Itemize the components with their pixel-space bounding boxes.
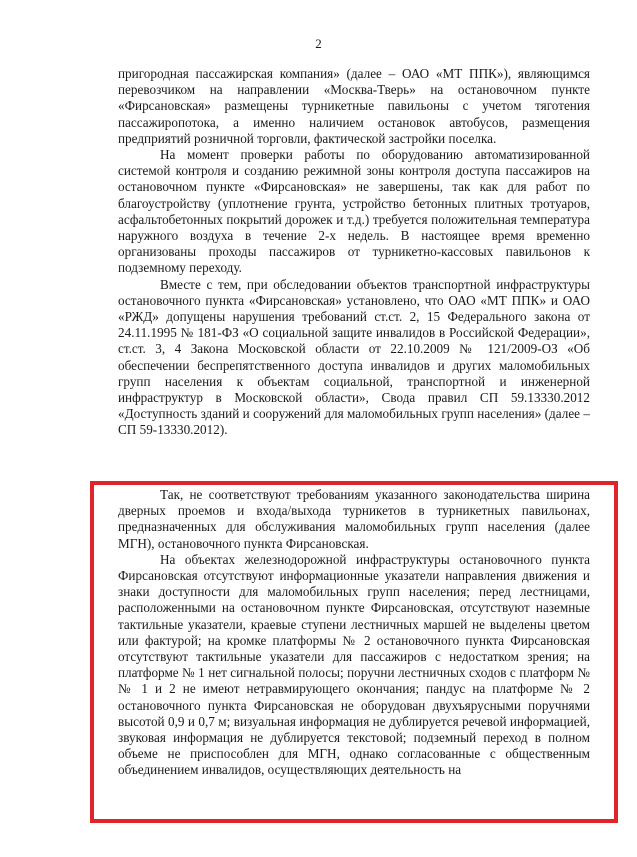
paragraph: На момент проверки работы по оборудованию автоматизированной системой контроля и созданию режимной зоны контроля доступа пассажиров на остановочном пункте «Фирсановская» не завершены, так как для работ по благоустройству (уплотнение грунта, устройство бетонных плитных тротуаров, асфальтобетонных покрытий дорожек и т.д.) требуется положительная температура наружного воздуха в течение 2-х недель. В настоящее время временно организованы проходы пассажиров от турникетно-кассовых павильонов к подземному переходу.	[118, 147, 590, 276]
highlighted-paragraph: Так, не соответствуют требованиям указанного законодательства ширина дверных проемов и входа/выхода турникетов в турникетных павильонах, предназначенных для обслуживания маломобильных групп населения (далее МГН), остановочного пункта Фирсановская.	[118, 487, 590, 551]
highlighted-paragraph: На объектах железнодорожной инфраструктуры остановочного пункта Фирсановская отсутствуют информационные указатели направления движения и знаки доступности для маломобильных групп населения; перед лестницами, расположенными на остановочном пункте Фирсановская, отсутствуют наземные тактильные указатели, краевые ступени лестничных маршей не выделены цветом или фактурой; на кромке платформы № 2 остановочного пункта Фирсановская отсутствуют тактильные указатели для пассажиров с недостатком зрения; на платформе № 1 нет сигнальной полосы; поручни лестничных сходов с платформ №№ 1 и 2 не имеют нетравмирующего окончания; пандус на платформе № 2 остановочного пункта Фирсановская не оборудован двухъярусными поручнями высотой 0,9 и 0,7 м; визуальная информация не дублируется речевой информацией, звуковая информация не дублируется текстовой; подземный переход в полном объеме не приспособлен для МГН, однако согласованные с общественным объединением инвалидов, осуществляющих деятельность на	[118, 551, 590, 778]
paragraph: пригородная пассажирская компания» (далее – ОАО «МТ ППК»), являющимся перевозчиком на направлении «Москва-Тверь» на остановочном пункте «Фирсановская» размещены турникетные павильоны с учетом тяготения пассажиропотока, а именно наличием остановок автобусов, размещения предприятий розничной торговли, фактической застройки поселка.	[118, 66, 590, 146]
paragraph: Вместе с тем, при обследовании объектов транспортной инфраструктуры остановочного пункта «Фирсановская» установлено, что ОАО «МТ ППК» и ОАО «РЖД» допущены нарушения требований ст.ст. 2, 15 Федерального закона от 24.11.1995 № 181-ФЗ «О социальной защите инвалидов в Российской Федерации», ст.ст. 3, 4 Закона Московской области от 22.10.2009 № 121/2009-ОЗ «Об обеспечении беспрепятственного доступа инвалидов и других маломобильных групп населения к объектам социальной, транспортной и инженерной инфраструктур в Московской области», Свода правил СП 59.13330.2012 «Доступность зданий и сооружений для маломобильных групп населения» (далее – СП 59-13330.2012).	[118, 276, 590, 438]
page-number: 2	[315, 36, 322, 51]
upper-text-block	[118, 66, 590, 439]
highlighted-text-block	[118, 487, 590, 779]
